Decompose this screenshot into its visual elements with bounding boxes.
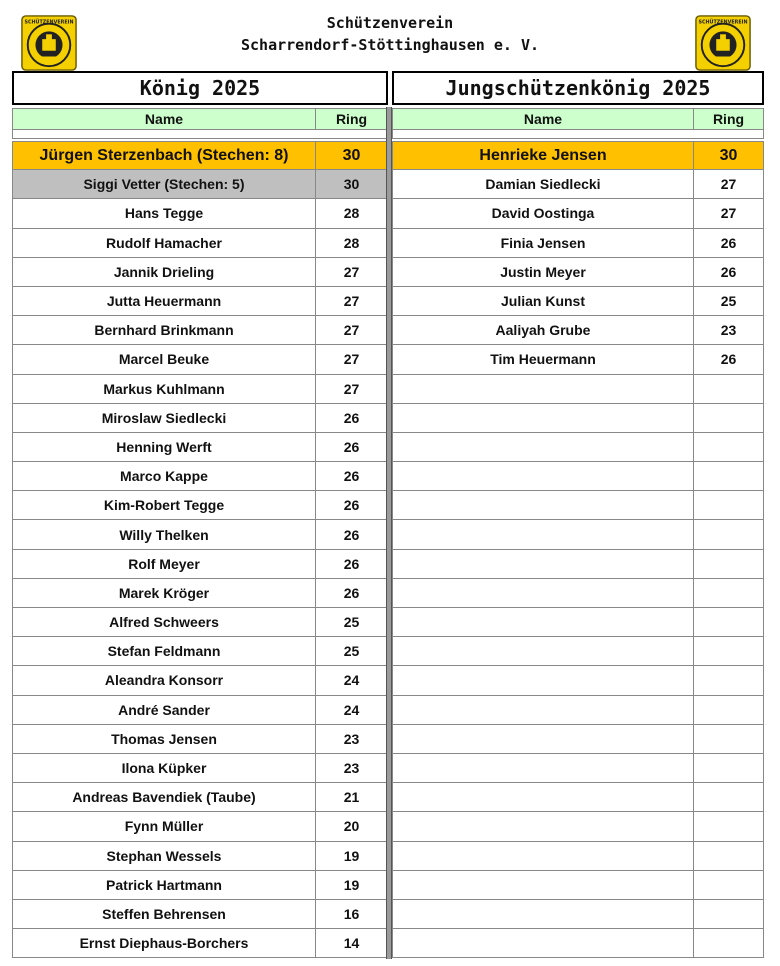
table-row bbox=[392, 812, 764, 841]
table-row bbox=[12, 637, 388, 666]
jungschuetzen-col-ring: Ring bbox=[712, 111, 745, 127]
row-ring bbox=[694, 696, 763, 724]
table-row bbox=[12, 141, 388, 170]
row-name bbox=[393, 550, 694, 578]
row-ring bbox=[694, 754, 763, 782]
row-ring: 23 bbox=[343, 730, 360, 747]
row-ring: 30 bbox=[342, 146, 361, 164]
table-row bbox=[12, 696, 388, 725]
table-row bbox=[12, 900, 388, 929]
table-row bbox=[12, 929, 388, 958]
club-crest-logo bbox=[20, 14, 78, 72]
row-name: Willy Thelken bbox=[13, 520, 316, 548]
row-ring: 23 bbox=[343, 760, 360, 777]
table-row bbox=[392, 258, 764, 287]
row-ring bbox=[694, 929, 763, 957]
row-name: Jürgen Sterzenbach (Stechen: 8) bbox=[13, 142, 316, 169]
row-name: Tim Heuermann bbox=[393, 345, 694, 373]
row-ring bbox=[694, 812, 763, 840]
row-name: Fynn Müller bbox=[13, 812, 316, 840]
table-row bbox=[12, 579, 388, 608]
table-row bbox=[392, 871, 764, 900]
table-row bbox=[392, 229, 764, 258]
row-ring: 30 bbox=[719, 146, 738, 164]
row-ring: 27 bbox=[720, 205, 737, 222]
row-name: Finia Jensen bbox=[393, 229, 694, 257]
koenig-column-header bbox=[12, 108, 388, 130]
row-name: Miroslaw Siedlecki bbox=[13, 404, 316, 432]
row-ring bbox=[694, 375, 763, 403]
row-ring: 26 bbox=[343, 438, 360, 455]
table-row bbox=[12, 754, 388, 783]
row-name: Markus Kuhlmann bbox=[13, 375, 316, 403]
koenig-col-name: Name bbox=[13, 109, 316, 129]
table-row bbox=[12, 287, 388, 316]
table-row bbox=[12, 404, 388, 433]
table-row bbox=[12, 783, 388, 812]
table-row bbox=[12, 229, 388, 258]
row-name bbox=[393, 725, 694, 753]
row-ring bbox=[694, 666, 763, 694]
row-name bbox=[393, 666, 694, 694]
table-row bbox=[392, 754, 764, 783]
row-name: Steffen Behrensen bbox=[13, 900, 316, 928]
row-name: Andreas Bavendiek (Taube) bbox=[13, 783, 316, 811]
row-ring: 21 bbox=[343, 789, 360, 806]
table-row bbox=[392, 608, 764, 637]
row-name bbox=[393, 375, 694, 403]
table-row bbox=[392, 929, 764, 958]
row-ring: 30 bbox=[343, 176, 360, 193]
jungschuetzen-title: Jungschützenkönig 2025 bbox=[392, 71, 764, 105]
row-ring: 24 bbox=[343, 672, 360, 689]
table-row bbox=[12, 871, 388, 900]
table-row bbox=[392, 666, 764, 695]
row-ring bbox=[694, 491, 763, 519]
row-ring: 25 bbox=[343, 643, 360, 660]
koenig-col-ring: Ring bbox=[335, 111, 368, 127]
row-name: Ernst Diephaus-Borchers bbox=[13, 929, 316, 957]
table-row bbox=[392, 696, 764, 725]
table-row bbox=[392, 900, 764, 929]
row-name bbox=[393, 491, 694, 519]
row-name bbox=[393, 812, 694, 840]
row-name bbox=[393, 754, 694, 782]
row-name: Kim-Robert Tegge bbox=[13, 491, 316, 519]
row-name bbox=[393, 637, 694, 665]
row-ring: 23 bbox=[720, 322, 737, 339]
row-ring: 27 bbox=[343, 351, 360, 368]
table-row bbox=[12, 666, 388, 695]
svg-text:SCHÜTZENVEREIN: SCHÜTZENVEREIN bbox=[698, 20, 748, 26]
row-name: Henning Werft bbox=[13, 433, 316, 461]
table-row bbox=[12, 550, 388, 579]
row-name bbox=[393, 608, 694, 636]
club-name-line2: Scharrendorf-Stöttinghausen e. V. bbox=[240, 36, 539, 54]
club-crest-logo-right bbox=[694, 14, 752, 72]
table-row bbox=[392, 199, 764, 228]
jungschuetzen-panel bbox=[392, 71, 764, 958]
table-row bbox=[392, 345, 764, 374]
row-ring: 20 bbox=[343, 818, 360, 835]
row-ring: 26 bbox=[720, 263, 737, 280]
row-name: Siggi Vetter (Stechen: 5) bbox=[13, 170, 316, 198]
table-row bbox=[392, 287, 764, 316]
row-name: Jutta Heuermann bbox=[13, 287, 316, 315]
row-ring: 14 bbox=[343, 935, 360, 952]
table-row bbox=[392, 579, 764, 608]
row-name: David Oostinga bbox=[393, 199, 694, 227]
row-ring bbox=[694, 550, 763, 578]
table-row bbox=[392, 842, 764, 871]
row-name: Stefan Feldmann bbox=[13, 637, 316, 665]
row-name bbox=[393, 520, 694, 548]
table-row bbox=[12, 491, 388, 520]
row-name: Henrieke Jensen bbox=[393, 142, 694, 169]
row-name: Jannik Drieling bbox=[13, 258, 316, 286]
row-ring bbox=[694, 871, 763, 899]
row-name: Alfred Schweers bbox=[13, 608, 316, 636]
row-ring bbox=[694, 608, 763, 636]
row-name: Damian Siedlecki bbox=[393, 170, 694, 198]
table-row bbox=[392, 316, 764, 345]
row-ring: 26 bbox=[343, 468, 360, 485]
table-row bbox=[392, 783, 764, 812]
row-name: Hans Tegge bbox=[13, 199, 316, 227]
row-name: Justin Meyer bbox=[393, 258, 694, 286]
jungschuetzen-col-name: Name bbox=[393, 109, 694, 129]
koenig-spacer-row bbox=[12, 130, 388, 139]
row-ring: 27 bbox=[343, 322, 360, 339]
row-name: Rudolf Hamacher bbox=[13, 229, 316, 257]
row-ring: 19 bbox=[343, 876, 360, 893]
koenig-rows bbox=[12, 141, 388, 958]
row-name: Thomas Jensen bbox=[13, 725, 316, 753]
row-ring bbox=[694, 462, 763, 490]
row-ring bbox=[694, 433, 763, 461]
jungschuetzen-spacer-row bbox=[392, 130, 764, 139]
table-row bbox=[392, 491, 764, 520]
club-name bbox=[0, 12, 780, 56]
row-ring bbox=[694, 842, 763, 870]
row-ring: 27 bbox=[343, 380, 360, 397]
table-row bbox=[12, 608, 388, 637]
table-row bbox=[12, 170, 388, 199]
row-ring: 25 bbox=[720, 293, 737, 310]
row-ring: 24 bbox=[343, 701, 360, 718]
row-ring bbox=[694, 783, 763, 811]
row-ring bbox=[694, 404, 763, 432]
row-name bbox=[393, 404, 694, 432]
row-name: Julian Kunst bbox=[393, 287, 694, 315]
jungschuetzen-column-header bbox=[392, 108, 764, 130]
row-name: Marek Kröger bbox=[13, 579, 316, 607]
row-ring bbox=[694, 520, 763, 548]
table-row bbox=[392, 170, 764, 199]
row-name: André Sander bbox=[13, 696, 316, 724]
table-row bbox=[12, 258, 388, 287]
table-row bbox=[12, 462, 388, 491]
row-name bbox=[393, 433, 694, 461]
koenig-title: König 2025 bbox=[12, 71, 388, 105]
row-name: Marcel Beuke bbox=[13, 345, 316, 373]
row-ring: 26 bbox=[343, 409, 360, 426]
row-ring: 26 bbox=[720, 351, 737, 368]
row-ring: 27 bbox=[343, 263, 360, 280]
table-row bbox=[12, 842, 388, 871]
row-name bbox=[393, 579, 694, 607]
row-ring: 28 bbox=[343, 234, 360, 251]
row-ring: 25 bbox=[343, 614, 360, 631]
row-ring: 26 bbox=[343, 497, 360, 514]
koenig-panel bbox=[12, 71, 388, 958]
row-ring: 28 bbox=[343, 205, 360, 222]
row-name: Marco Kappe bbox=[13, 462, 316, 490]
row-ring: 27 bbox=[720, 176, 737, 193]
table-row bbox=[392, 462, 764, 491]
row-ring bbox=[694, 579, 763, 607]
club-name-line1: Schützenverein bbox=[326, 14, 454, 32]
row-name bbox=[393, 462, 694, 490]
row-ring bbox=[694, 725, 763, 753]
table-row bbox=[12, 725, 388, 754]
row-name: Patrick Hartmann bbox=[13, 871, 316, 899]
row-name: Ilona Küpker bbox=[13, 754, 316, 782]
table-row bbox=[12, 433, 388, 462]
row-name bbox=[393, 929, 694, 957]
table-row bbox=[12, 520, 388, 549]
row-name bbox=[393, 871, 694, 899]
row-ring: 27 bbox=[343, 293, 360, 310]
row-name bbox=[393, 900, 694, 928]
row-ring bbox=[694, 900, 763, 928]
table-row bbox=[12, 812, 388, 841]
table-row bbox=[392, 141, 764, 170]
row-ring: 26 bbox=[720, 234, 737, 251]
row-ring: 16 bbox=[343, 905, 360, 922]
row-ring: 26 bbox=[343, 555, 360, 572]
row-name bbox=[393, 696, 694, 724]
table-row bbox=[12, 345, 388, 374]
row-name bbox=[393, 842, 694, 870]
row-name: Stephan Wessels bbox=[13, 842, 316, 870]
jungschuetzen-rows bbox=[392, 141, 764, 958]
table-row bbox=[12, 375, 388, 404]
row-name: Aleandra Konsorr bbox=[13, 666, 316, 694]
table-row bbox=[12, 316, 388, 345]
table-row bbox=[392, 433, 764, 462]
table-row bbox=[392, 725, 764, 754]
table-row bbox=[392, 550, 764, 579]
row-name bbox=[393, 783, 694, 811]
table-row bbox=[12, 199, 388, 228]
row-ring: 19 bbox=[343, 847, 360, 864]
table-row bbox=[392, 520, 764, 549]
svg-text:SCHÜTZENVEREIN: SCHÜTZENVEREIN bbox=[24, 20, 74, 26]
row-ring: 26 bbox=[343, 584, 360, 601]
row-ring bbox=[694, 637, 763, 665]
row-ring: 26 bbox=[343, 526, 360, 543]
row-name: Rolf Meyer bbox=[13, 550, 316, 578]
table-row bbox=[392, 637, 764, 666]
table-row bbox=[392, 404, 764, 433]
row-name: Bernhard Brinkmann bbox=[13, 316, 316, 344]
table-row bbox=[392, 375, 764, 404]
row-name: Aaliyah Grube bbox=[393, 316, 694, 344]
